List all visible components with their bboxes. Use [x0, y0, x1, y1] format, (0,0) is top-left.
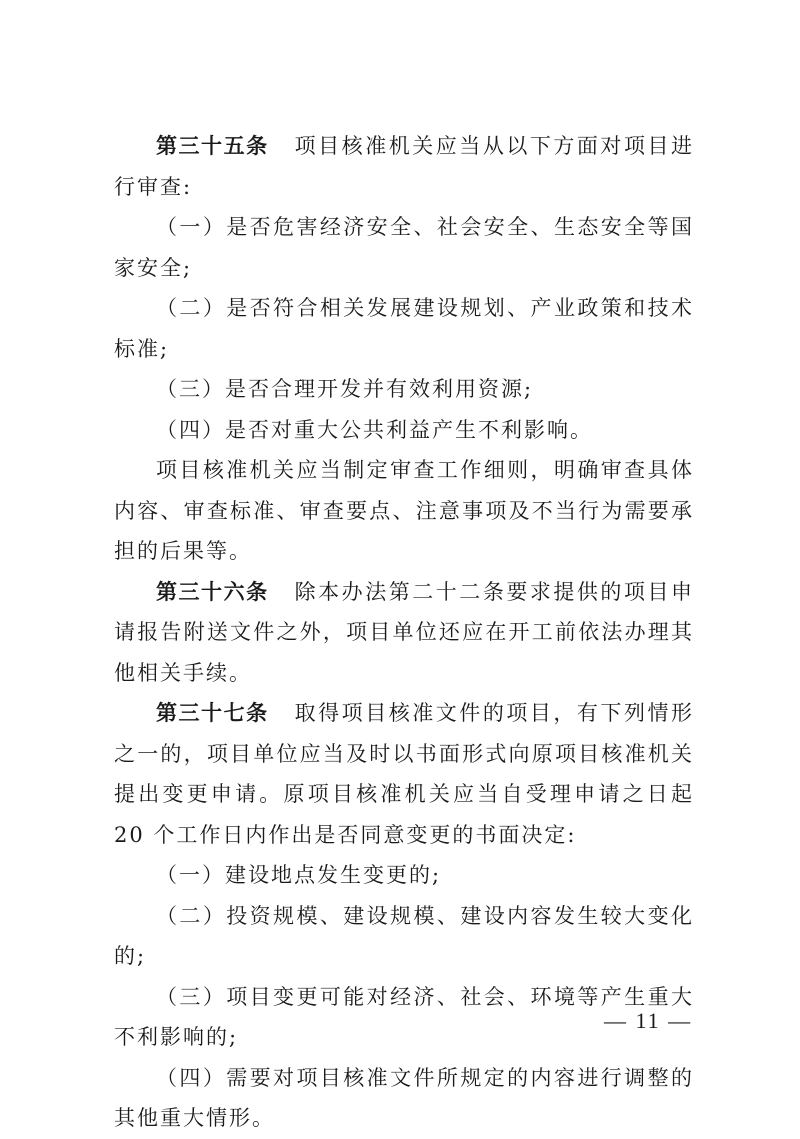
article-number: 第三十七条: [156, 701, 269, 725]
document-body: [114, 126, 694, 1139]
article-number: 第三十五条: [156, 134, 269, 158]
list-item: （四）需要对项目核准文件所规定的内容进行调整的其他重大情形。: [114, 1065, 694, 1130]
list-item: （一）建设地点发生变更的;: [156, 863, 442, 887]
article-text: 除本办法第二十二条要求提供的项目申请报告附送文件之外，项目单位还应在开工前依法办理其他相关手续。: [114, 579, 695, 685]
list-item: （三）项目变更可能对经济、社会、环境等产生重大不利影响的;: [114, 984, 694, 1049]
article-text: 取得项目核准文件的项目，有下列情形之一的，项目单位应当及时以书面形式向原项目核准机关提出变更申请。原项目核准机关应当自受理申请之日起 20 个工作日内作出是否同意变更的书面决定:: [114, 701, 695, 847]
list-item: （四）是否对重大公共利益产生不利影响。: [156, 417, 593, 442]
article-paragraph: [114, 572, 694, 694]
page-number: — 11 —: [604, 1008, 693, 1033]
article-paragraph: [114, 126, 694, 207]
list-item: （三）是否合理开发并有效利用资源;: [156, 377, 534, 401]
body-paragraph: 项目核准机关应当制定审查工作细则，明确审查具体内容、审查标准、审查要点、注意事项及不当行为需要承担的后果等。: [114, 458, 694, 563]
list-item: （二）是否符合相关发展建设规划、产业政策和技术标准;: [114, 296, 694, 361]
list-item: （一）是否危害经济安全、社会安全、生态安全等国家安全;: [114, 215, 694, 280]
article-number: 第三十六条: [156, 579, 269, 604]
article-text: 项目核准机关应当从以下方面对项目进行审查:: [114, 134, 695, 199]
list-item: （二）投资规模、建设规模、建设内容发生较大变化的;: [114, 903, 694, 968]
article-paragraph: [114, 693, 694, 855]
